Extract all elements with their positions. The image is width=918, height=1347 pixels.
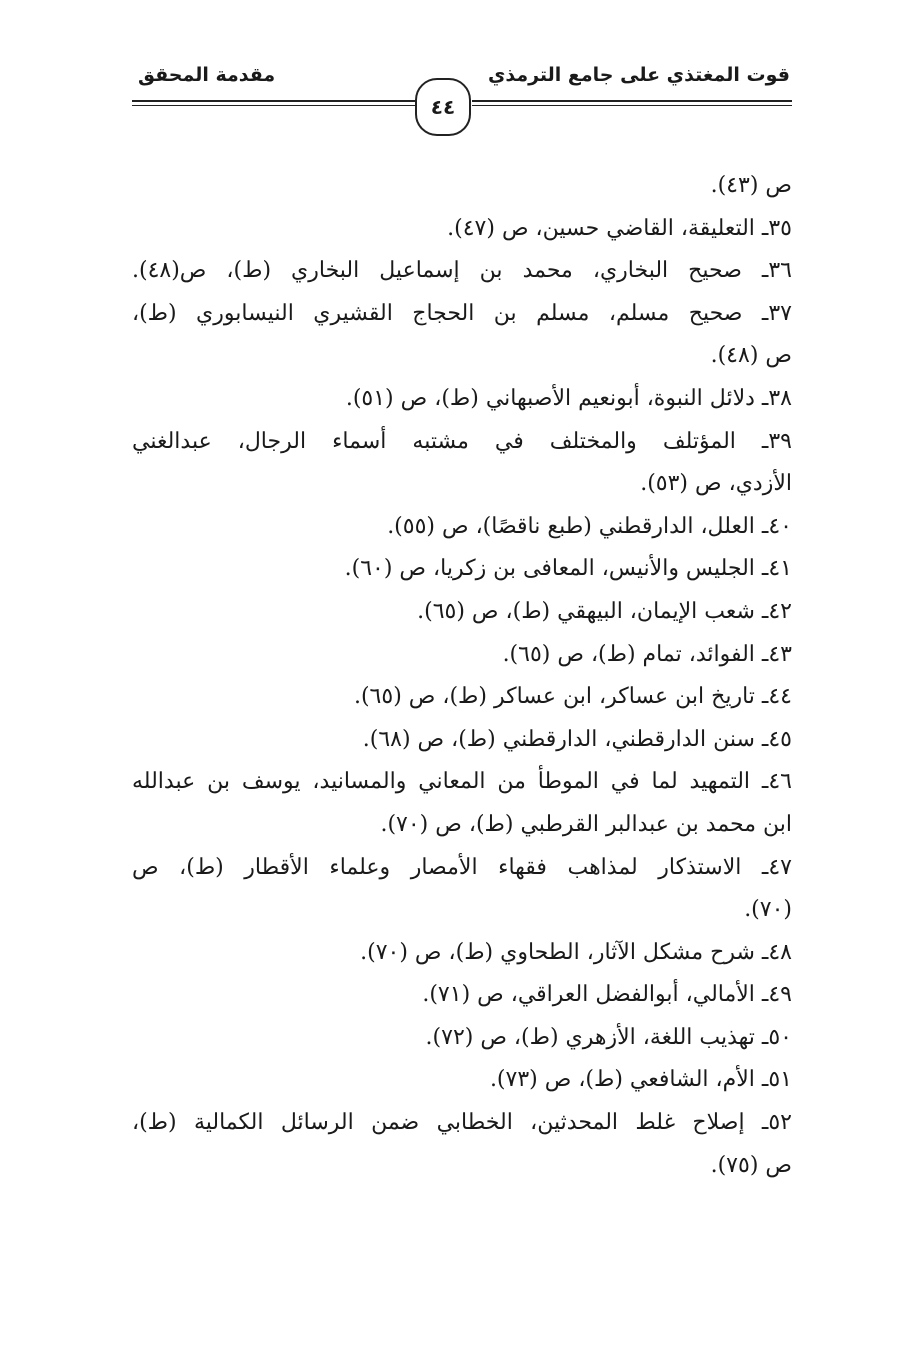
- text-line: ٣٦ـ صحيح البخاري، محمد بن إسماعيل البخاري (ط)، ص(٤٨).: [132, 258, 792, 284]
- text-line: ٤٤ـ تاريخ ابن عساكر، ابن عساكر (ط)، ص (٦٥).: [353, 684, 792, 710]
- text-line: ٥١ـ الأم، الشافعي (ط)، ص (٧٣).: [489, 1067, 792, 1093]
- text-line: ٤٩ـ الأمالي، أبوالفضل العراقي، ص (٧١).: [422, 982, 792, 1008]
- text-line: الأزدي، ص (٥٣).: [640, 471, 792, 497]
- header-rule-right-thin: [472, 105, 792, 106]
- text-line: ٥٠ـ تهذيب اللغة، الأزهري (ط)، ص (٧٢).: [425, 1024, 792, 1050]
- text-line: (٧٠).: [744, 897, 792, 923]
- text-line: ٤٦ـ التمهيد لما في الموطأ من المعاني والمسانيد، يوسف بن عبدالله: [132, 769, 792, 795]
- bibliography-list: [132, 165, 792, 1187]
- text-line: ٤٢ـ شعب الإيمان، البيهقي (ط)، ص (٦٥).: [417, 598, 792, 624]
- text-line: ٥٢ـ إصلاح غلط المحدثين، الخطابي ضمن الرسائل الكمالية (ط)،: [132, 1110, 792, 1136]
- text-line: ٤٠ـ العلل، الدارقطني (طبع ناقصًا)، ص (٥٥).: [387, 513, 792, 539]
- text-line: ٣٨ـ دلائل النبوة، أبونعيم الأصبهاني (ط)، ص (٥١).: [345, 385, 792, 411]
- text-line: ابن محمد بن عبدالبر القرطبي (ط)، ص (٧٠).: [380, 811, 792, 837]
- text-line: ٣٧ـ صحيح مسلم، مسلم بن الحجاج القشيري النيسابوري (ط)،: [132, 300, 792, 326]
- header-rule-left-thick: [132, 100, 416, 102]
- text-line: ٤٧ـ الاستذكار لمذاهب فقهاء الأمصار وعلماء الأقطار (ط)، ص: [132, 854, 792, 880]
- running-head-book-title: قوت المغتذي على جامع الترمذي: [487, 64, 790, 86]
- text-line: ص (٤٨).: [710, 343, 792, 369]
- text-line: ص (٤٣).: [710, 173, 792, 198]
- running-head-section-title: مقدمة المحقق: [138, 64, 276, 86]
- page-number: ٤٤: [415, 78, 471, 136]
- text-line: ٤٣ـ الفوائد، تمام (ط)، ص (٦٥).: [502, 641, 792, 667]
- text-line: ٣٩ـ المؤتلف والمختلف في مشتبه أسماء الرجال، عبدالغني: [132, 428, 792, 454]
- text-line: ٣٥ـ التعليقة، القاضي حسين، ص (٤٧).: [447, 215, 792, 241]
- text-line: ٤١ـ الجليس والأنيس، المعافى بن زكريا، ص (٦٠).: [344, 556, 792, 582]
- text-line: ص (٧٥).: [710, 1152, 792, 1178]
- header-rule-right-thick: [472, 100, 792, 102]
- text-line: ٤٨ـ شرح مشكل الآثار، الطحاوي (ط)، ص (٧٠).: [360, 939, 792, 965]
- text-line: ٤٥ـ سنن الدارقطني، الدارقطني (ط)، ص (٦٨).: [362, 726, 792, 752]
- header-rule-left-thin: [132, 105, 416, 106]
